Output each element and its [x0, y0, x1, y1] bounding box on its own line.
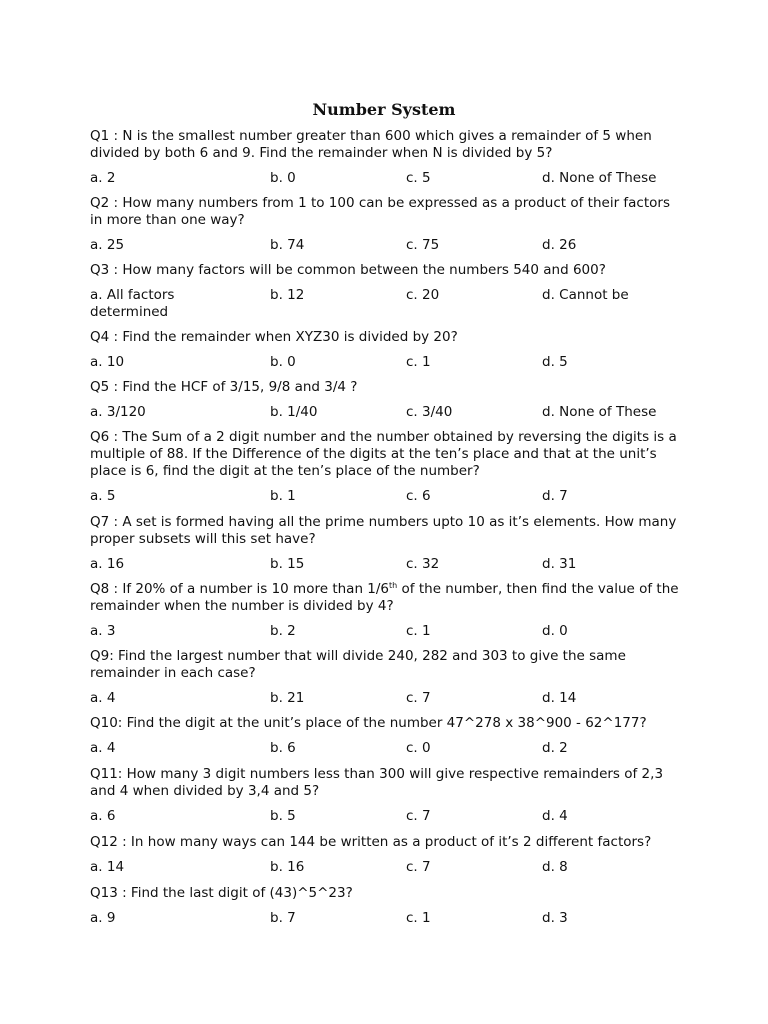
option-c: c. 6 [406, 488, 431, 504]
option-c: c. 1 [406, 354, 431, 370]
option-c: c. 20 [406, 287, 440, 303]
option-d: d. 7 [542, 488, 568, 504]
option-a: a. 5 [90, 488, 116, 504]
option-c: c. 5 [406, 170, 431, 186]
option-a: a. 9 [90, 910, 116, 926]
question-text: Q4 : Find the remainder when XYZ30 is divided by 20? [90, 329, 458, 345]
question-text: Q12 : In how many ways can 144 be written as a product of it’s 2 different factors? [90, 834, 652, 850]
option-d: d. 31 [542, 556, 577, 572]
option-c: c. 7 [406, 859, 431, 875]
answer-options [90, 740, 680, 757]
option-c: c. 7 [406, 690, 431, 706]
answer-options [90, 287, 680, 321]
answer-options [90, 488, 680, 505]
answer-options [90, 404, 680, 421]
option-d: d. None of These [542, 404, 657, 420]
option-a: a. 10 [90, 354, 125, 370]
option-d: d. 14 [542, 690, 577, 706]
option-c: c. 32 [406, 556, 440, 572]
option-a: a. 4 [90, 690, 116, 706]
ordinal-suffix: th [389, 581, 398, 590]
option-c: c. 1 [406, 623, 431, 639]
option-b: b. 15 [270, 556, 305, 572]
question-text: Q7 : A set is formed having all the prime numbers upto 10 as it’s elements. How many proper subsets will this set have? [90, 514, 677, 547]
answer-options [90, 354, 680, 371]
option-c: c. 7 [406, 808, 431, 824]
question-block-q3 [90, 262, 680, 321]
question-block-q2 [90, 195, 680, 254]
answer-options [90, 690, 680, 707]
option-c: c. 3/40 [406, 404, 453, 420]
option-a: a. 14 [90, 859, 125, 875]
option-b: b. 1 [270, 488, 296, 504]
document-title: Number System [312, 100, 456, 119]
option-b: b. 2 [270, 623, 296, 639]
option-d: d. 0 [542, 623, 568, 639]
answer-options [90, 623, 680, 640]
question-text [90, 581, 680, 615]
option-b: b. 5 [270, 808, 296, 824]
question-block-q12 [90, 834, 680, 876]
option-d: d. 4 [542, 808, 568, 824]
question-text: Q11: How many 3 digit numbers less than 300 will give respective remainders of 2,3 and 4 when divided by 3,4 and 5? [90, 766, 664, 799]
option-b: b. 12 [270, 287, 305, 303]
option-a: a. 6 [90, 808, 116, 824]
option-b: b. 74 [270, 237, 305, 253]
option-d: d. 8 [542, 859, 568, 875]
question-block-q4 [90, 329, 680, 371]
question-text: Q9: Find the largest number that will divide 240, 282 and 303 to give the same remainder in each case? [90, 648, 626, 681]
option-b: b. 0 [270, 170, 296, 186]
question-block-q6 [90, 429, 680, 505]
option-b: b. 1/40 [270, 404, 318, 420]
option-b: b. 6 [270, 740, 296, 756]
question-block-q8 [90, 581, 680, 640]
option-d: d. 5 [542, 354, 568, 370]
option-d: d. 26 [542, 237, 577, 253]
answer-options [90, 808, 680, 825]
question-text: Q5 : Find the HCF of 3/15, 9/8 and 3/4 ? [90, 379, 358, 395]
question-text-part: Q8 : If 20% of a number is 10 more than 1/6 [90, 581, 390, 597]
option-a: a. 2 [90, 170, 116, 186]
question-text: Q1 : N is the smallest number greater than 600 which gives a remainder of 5 when divided by both 6 and 9. Find the remainder when N is divided by 5? [90, 128, 652, 161]
question-block-q7 [90, 514, 680, 573]
option-d: d. None of These [542, 170, 657, 186]
question-text: Q10: Find the digit at the unit’s place of the number 47^278 x 38^900 - 62^177? [90, 715, 647, 731]
option-a: a. 4 [90, 740, 116, 756]
option-d: d. 2 [542, 740, 568, 756]
option-c: c. 0 [406, 740, 431, 756]
question-block-q13 [90, 885, 680, 927]
question-text: Q2 : How many numbers from 1 to 100 can be expressed as a product of their factors in more than one way? [90, 195, 670, 228]
question-block-q10 [90, 715, 680, 757]
option-b: b. 16 [270, 859, 305, 875]
answer-options [90, 859, 680, 876]
question-block-q9 [90, 648, 680, 707]
answer-options [90, 910, 680, 927]
option-a: a. All factors [90, 287, 175, 303]
option-a: a. 3 [90, 623, 116, 639]
option-a: a. 3/120 [90, 404, 146, 420]
option-b: b. 0 [270, 354, 296, 370]
answer-options [90, 556, 680, 573]
option-b: b. 7 [270, 910, 296, 926]
option-d: d. 3 [542, 910, 568, 926]
question-block-q5 [90, 379, 680, 421]
question-block-q1 [90, 128, 680, 187]
question-text: Q6 : The Sum of a 2 digit number and the number obtained by reversing the digits is a multiple of 88. If the Difference of the digits at the ten’s place and that at the unit’s place is 6, find the digit at the ten’s place of the number? [90, 429, 677, 479]
answer-options [90, 237, 680, 254]
answer-options [90, 170, 680, 187]
option-d: d. Cannot be [542, 287, 629, 303]
option-b: b. 21 [270, 690, 305, 706]
option-c: c. 1 [406, 910, 431, 926]
option-a: a. 25 [90, 237, 125, 253]
option-a: a. 16 [90, 556, 125, 572]
question-text-part: of the number, then find the value of the remainder when the number is divided by 4? [90, 581, 679, 614]
option-overflow-text: determined [90, 304, 169, 320]
option-c: c. 75 [406, 237, 440, 253]
question-text: Q13 : Find the last digit of (43)^5^23? [90, 885, 353, 901]
question-block-q11 [90, 766, 680, 825]
question-text: Q3 : How many factors will be common between the numbers 540 and 600? [90, 262, 606, 278]
